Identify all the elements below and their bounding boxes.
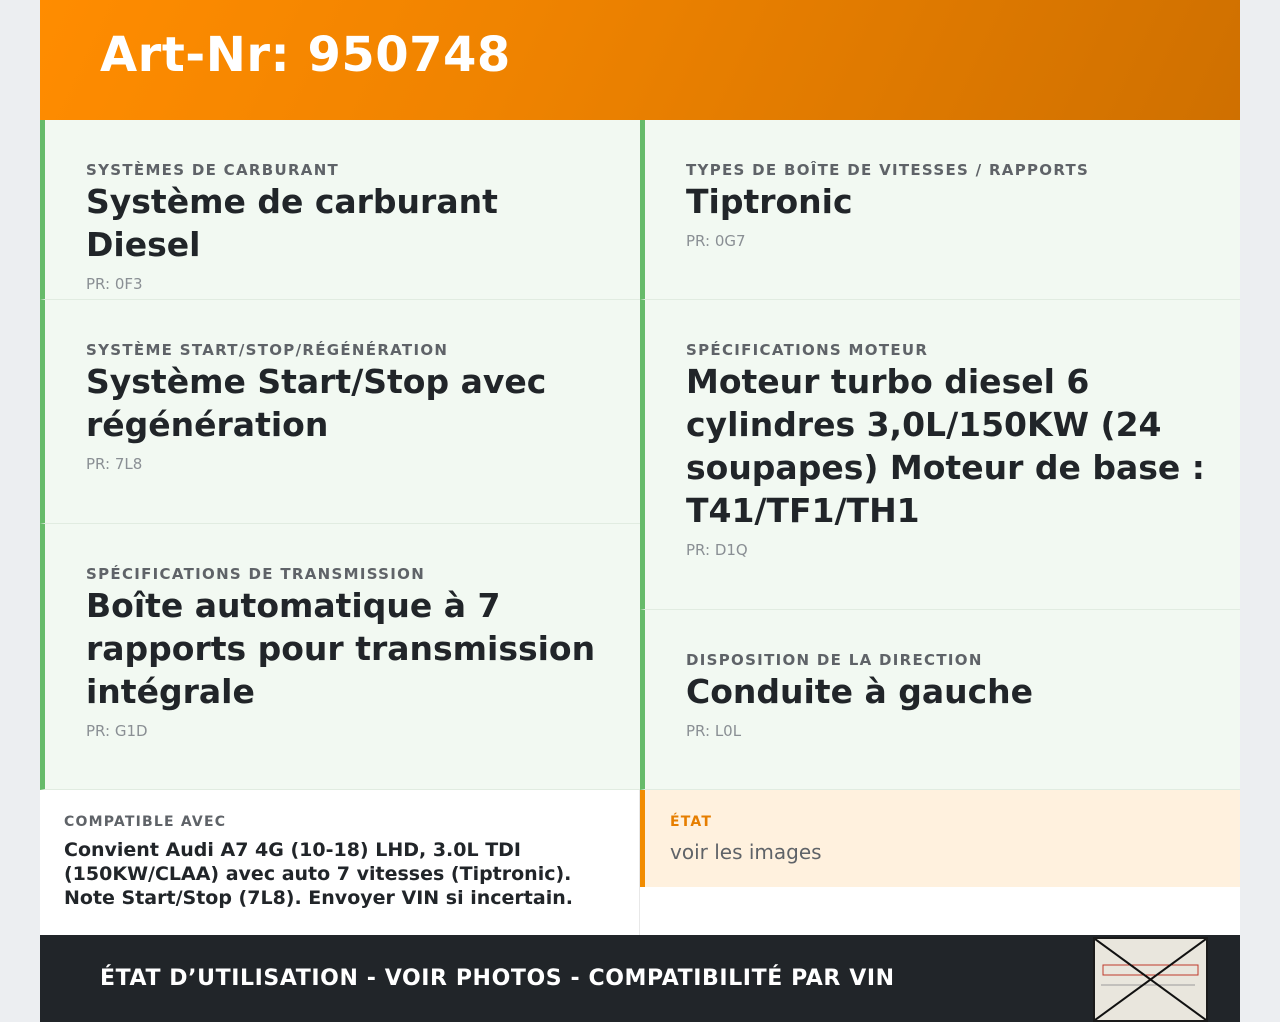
spec-category: SPÉCIFICATIONS MOTEUR [686, 341, 929, 359]
compatibility-box [40, 790, 640, 936]
page-title: Art-Nr: 950748 [100, 27, 511, 83]
spec-grid [40, 120, 1240, 790]
info-row [40, 790, 1240, 936]
spec-category: TYPES DE BOÎTE DE VITESSES / RAPPORTS [686, 161, 1090, 179]
compatibility-text: Convient Audi A7 4G (10-18) LHD, 3.0L TDI (150KW/CLAA) avec auto 7 vitesses (Tiptronic). Note Start/Stop (7L8). Envoyer VIN si incertain. [64, 839, 573, 909]
label-thumbnail[interactable] [1093, 937, 1208, 1022]
product-card [40, 0, 1240, 1022]
spec-column-right [640, 120, 1240, 790]
condition-column [640, 790, 1240, 936]
condition-label: ÉTAT [670, 814, 713, 830]
spec-category: DISPOSITION DE LA DIRECTION [686, 651, 983, 669]
envelope-icon [1095, 939, 1206, 1020]
spec-engine [640, 300, 1240, 610]
condition-box [640, 790, 1240, 887]
spec-value: Système de carburant Diesel [86, 182, 498, 264]
spec-column-left [40, 120, 640, 790]
spec-category: SYSTÈMES DE CARBURANT [86, 161, 340, 179]
spec-pr-code: PR: 0F3 [86, 275, 143, 293]
spec-pr-code: PR: 0G7 [686, 232, 746, 250]
spec-value: Tiptronic [686, 182, 853, 221]
spec-pr-code: PR: G1D [86, 722, 148, 740]
spec-value: Boîte automatique à 7 rapports pour transmission intégrale [86, 586, 596, 711]
spec-pr-code: PR: D1Q [686, 541, 748, 559]
spec-transmission [40, 524, 640, 790]
compatibility-label: COMPATIBLE AVEC [64, 814, 227, 830]
spec-steering [640, 610, 1240, 790]
spec-pr-code: PR: 7L8 [86, 455, 143, 473]
spec-category: SPÉCIFICATIONS DE TRANSMISSION [86, 565, 426, 583]
spec-pr-code: PR: L0L [686, 722, 742, 740]
spec-gearbox-type [640, 120, 1240, 300]
footer-text: ÉTAT D’UTILISATION - VOIR PHOTOS - COMPATIBILITÉ PAR VIN [100, 966, 895, 991]
spec-value: Conduite à gauche [686, 672, 1034, 711]
footer-bar [40, 935, 1240, 1022]
spec-category: SYSTÈME START/STOP/RÉGÉNÉRATION [86, 341, 449, 359]
page-header [40, 0, 1240, 120]
spec-value: Moteur turbo diesel 6 cylindres 3,0L/150KW (24 soupapes) Moteur de base : T41/TF1/TH1 [686, 362, 1205, 530]
spec-value: Système Start/Stop avec régénération [86, 362, 547, 444]
spec-start-stop [40, 300, 640, 524]
condition-text: voir les images [670, 840, 822, 864]
spec-fuel-system [40, 120, 640, 300]
